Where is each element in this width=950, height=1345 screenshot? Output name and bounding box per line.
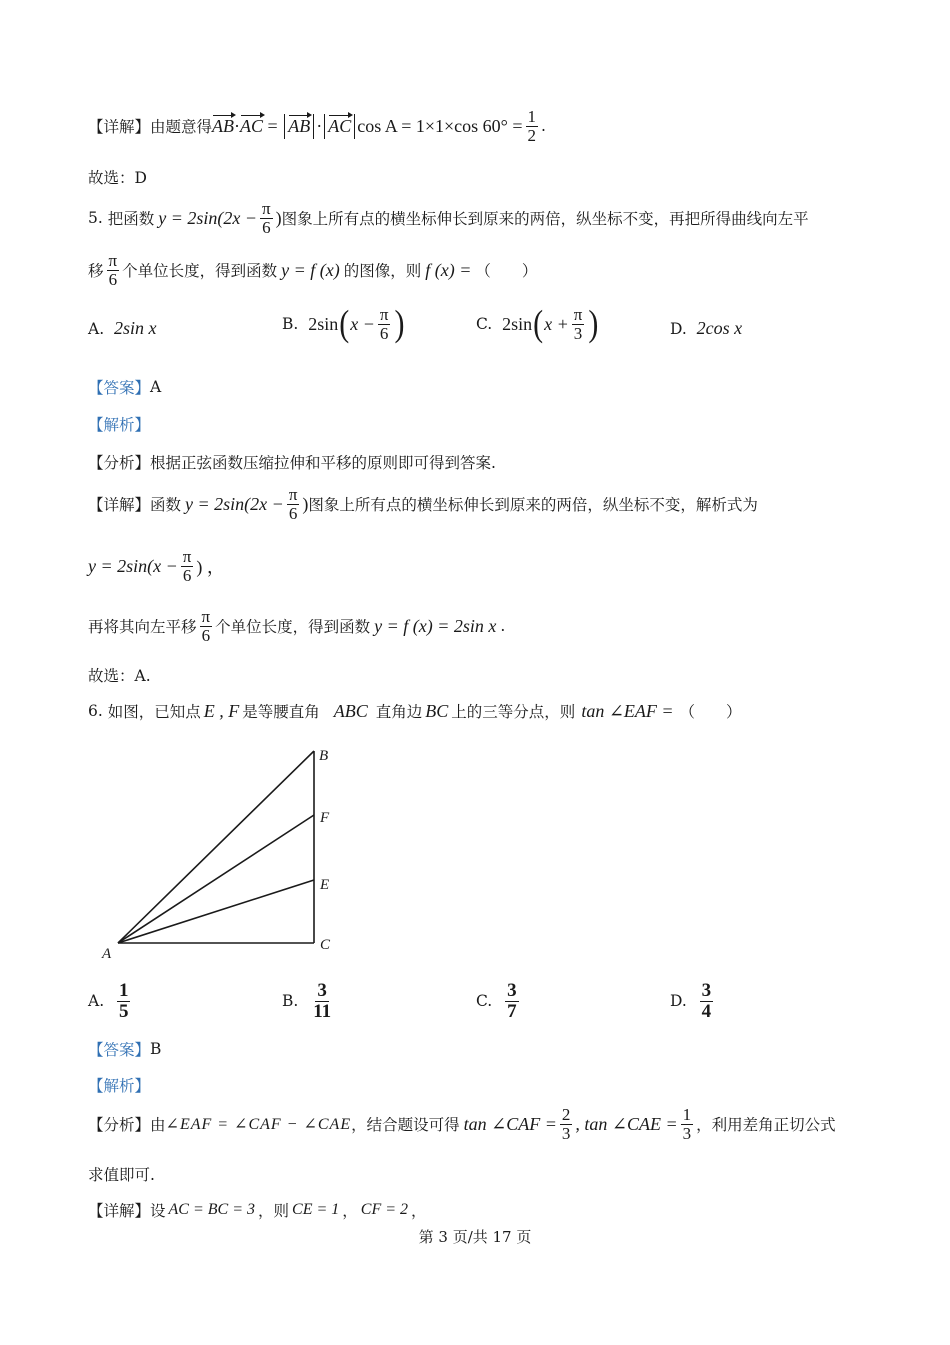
detail-q4: 【详解】 由题意得 AB · AC = AB · AC cos A = 1×1×cos 60° = $\frac{1}{2}$ .	[88, 107, 546, 145]
answer-q5: 【答案】 A	[88, 378, 162, 397]
detail-q6: 【详解】 设 AC = BC = 3 ，则 CE = 1 ， CF = 2 ，	[88, 1201, 427, 1220]
vector-ab: AB	[212, 115, 235, 136]
option-c[interactable]: C. 2sin ( x + $\frac{\pi}{3}$ )	[476, 303, 599, 345]
line-ae	[118, 880, 314, 943]
equation-mid: cos A = 1×1×cos 60° =	[357, 115, 523, 136]
abs-vector-ab: AB	[288, 115, 311, 136]
label-f: F	[320, 810, 330, 826]
line-af	[118, 815, 314, 943]
option-d[interactable]: D. 2cos x	[670, 318, 743, 338]
math-func: y = 2sin(2x −	[158, 207, 258, 228]
question-5-line1: 5. 把函数 y = 2sin(2x − $\frac{\pi}{6}$ ) 图象上所有点的横坐标伸长到原来的两倍，纵坐标不变，再把所得曲线向左平	[88, 199, 809, 237]
line-ab	[118, 751, 314, 943]
label-c: C	[320, 937, 331, 953]
fenxi-q6-line2: 求值即可.	[88, 1166, 155, 1184]
option-a[interactable]: A. 2sin x	[88, 318, 157, 338]
fraction-pi-6: $\frac{\pi}{6}$	[262, 199, 271, 237]
answer-q6: 【答案】 B	[88, 1040, 162, 1059]
fraction-half: $\frac{1}{2}$	[527, 107, 537, 145]
vector-ac: AC	[240, 115, 264, 136]
option-c[interactable]: C. $\frac{3}{7}$	[476, 980, 517, 1022]
choose-q5: 故选：A.	[88, 667, 151, 685]
question-number: 5.	[88, 209, 103, 228]
triangle-figure	[90, 740, 360, 970]
label-b: B	[319, 748, 329, 764]
analysis-q5: 【解析】	[88, 416, 151, 434]
abs-vector-ac: AC	[328, 115, 352, 136]
question-5-line2: 移 $\frac{\pi}{6}$ 个单位长度，得到函数 y = f (x) 的图像，则 f (x) = （ ）	[88, 251, 538, 289]
detail-q5-line1: 【详解】 函数 y = 2sin(2x − $\frac{\pi}{6}$ ) 图象上所有点的横坐标伸长到原来的两倍，纵坐标不变，解析式为	[88, 485, 758, 523]
fraction-pi-6: $\frac{\pi}{6}$	[108, 251, 118, 289]
page-footer: 第 3 页/共 17 页	[418, 1228, 532, 1246]
question-6: 6. 如图，已知点 E , F 是等腰直角 ABC 直角边 BC 上的三等分点，则 tan ∠EAF = （ ）	[88, 700, 742, 721]
detail-q5-line3: 再将其向左平移 $\frac{\pi}{6}$ 个单位长度，得到函数 y = f (x) = 2sin x .	[88, 607, 506, 645]
fenxi-q5: 【分析】 根据正弦函数压缩拉伸和平移的原则即可得到答案.	[88, 454, 496, 472]
label-a: A	[102, 946, 112, 962]
analysis-q6: 【解析】	[88, 1077, 151, 1095]
option-b[interactable]: B. 2sin ( x − $\frac{\pi}{6}$ )	[282, 303, 405, 345]
detail-text: 由题意得	[150, 118, 213, 137]
label-e: E	[320, 877, 330, 893]
option-a[interactable]: A. $\frac{1}{5}$	[88, 980, 129, 1022]
option-d[interactable]: D. $\frac{3}{4}$	[670, 980, 712, 1022]
fenxi-q6-line1: 【分析】 由 ∠EAF = ∠CAF − ∠CAE ，结合题设可得 tan ∠CAF = $\frac{2}{3}$ , tan ∠CAE = $\frac{1}{3}$ ，利用差角正切公式	[88, 1105, 836, 1143]
detail-tag: 【详解】	[88, 118, 151, 137]
dot-operator: ·	[234, 115, 241, 136]
choose-q4: 故选：D	[88, 169, 147, 187]
detail-q5-line2: y = 2sin(x − $\frac{\pi}{6}$ ) ，	[88, 547, 225, 585]
option-b[interactable]: B. $\frac{3}{11}$	[282, 980, 332, 1022]
